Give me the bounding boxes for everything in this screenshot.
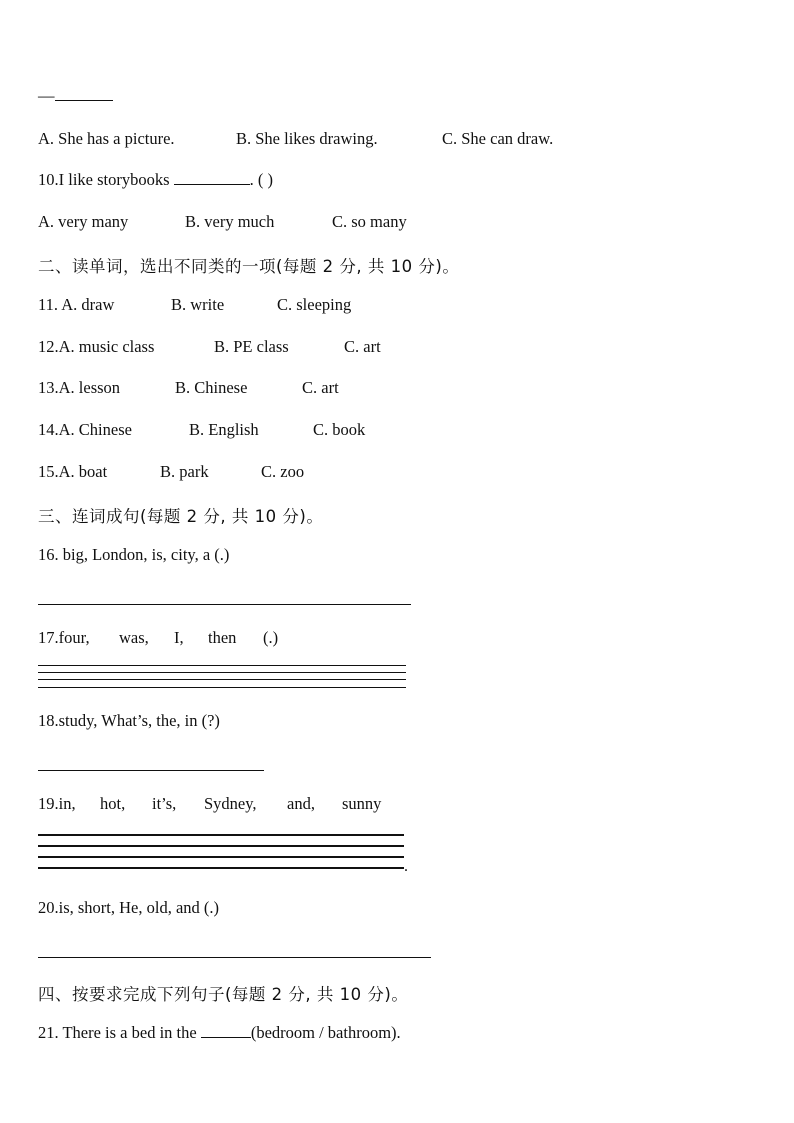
q13-option-a: 13.A. lesson — [38, 378, 121, 397]
q12-option-b: B. PE class — [214, 337, 289, 356]
q9-options — [38, 129, 553, 149]
q19-answer-line[interactable] — [38, 845, 404, 847]
section-2-heading: 二、读单词，选出不同类的一项(每题 2 分, 共 10 分)。 — [38, 257, 460, 276]
q13-options — [38, 378, 339, 398]
q15-option-b: B. park — [160, 462, 209, 481]
q12-options — [38, 337, 381, 357]
q19-answer-line[interactable] — [38, 867, 404, 869]
q11-option-c: C. sleeping — [277, 295, 352, 314]
q14-options — [38, 420, 365, 440]
q20-answer-line[interactable] — [38, 957, 431, 958]
q17-answer-line[interactable] — [38, 679, 406, 680]
q10-stem — [38, 170, 273, 190]
section-3-heading: 三、连词成句(每题 2 分, 共 10 分)。 — [38, 507, 324, 526]
q10-option-b: B. very much — [185, 212, 275, 231]
q19-word: Sydney, — [204, 794, 257, 813]
q17-answer-line[interactable] — [38, 665, 406, 666]
q11-option-a: 11. A. draw — [38, 295, 115, 314]
q19-period: . — [404, 858, 408, 875]
q13-option-b: B. Chinese — [175, 378, 248, 397]
q19-word: hot, — [100, 794, 126, 813]
q12-option-c: C. art — [344, 337, 381, 356]
q21-sentence — [38, 1023, 401, 1043]
q19-words — [38, 794, 381, 814]
q11-options — [38, 295, 351, 315]
q9-option-b: B. She likes drawing. — [236, 129, 378, 148]
dash: — — [38, 86, 55, 105]
q15-option-a: 15.A. boat — [38, 462, 108, 481]
q9-option-c: C. She can draw. — [442, 129, 554, 148]
q14-option-a: 14.A. Chinese — [38, 420, 132, 439]
q10-option-c: C. so many — [332, 212, 407, 231]
q18-words: 18.study, What’s, the, in (?) — [38, 711, 220, 730]
q16-answer-line[interactable] — [38, 604, 411, 605]
section-4-heading: 四、按要求完成下列句子(每题 2 分, 共 10 分)。 — [38, 985, 409, 1004]
q19-answer-line[interactable] — [38, 856, 404, 858]
q17-answer-line[interactable] — [38, 672, 406, 673]
q14-option-b: B. English — [189, 420, 259, 439]
q11-option-b: B. write — [171, 295, 225, 314]
q16-words: 16. big, London, is, city, a (.) — [38, 545, 230, 564]
q17-word: (.) — [263, 628, 279, 647]
q14-option-c: C. book — [313, 420, 366, 439]
q21-text-after: (bedroom / bathroom). — [250, 1023, 401, 1042]
q9-option-a: A. She has a picture. — [38, 129, 175, 148]
q10-bracket: . ( ) — [249, 170, 274, 189]
q15-options — [38, 462, 304, 482]
q17-word: I, — [174, 628, 184, 647]
q10-stem-text: 10.I like storybooks — [38, 170, 170, 189]
q19-word: 19.in, — [38, 794, 76, 813]
answer-blank[interactable] — [201, 1023, 251, 1038]
q12-option-a: 12.A. music class — [38, 337, 155, 356]
q17-word: 17.four, — [38, 628, 90, 647]
q20-words: 20.is, short, He, old, and (.) — [38, 898, 220, 917]
answer-blank[interactable] — [174, 170, 250, 185]
q17-word: then — [208, 628, 237, 647]
q19-word: sunny — [342, 794, 382, 813]
q15-option-c: C. zoo — [261, 462, 305, 481]
q19-word: and, — [287, 794, 315, 813]
q10-option-a: A. very many — [38, 212, 129, 231]
q19-word: it’s, — [152, 794, 177, 813]
q17-words — [38, 628, 278, 648]
q9-answer-line — [38, 86, 113, 106]
q18-answer-line[interactable] — [38, 770, 264, 771]
answer-blank[interactable] — [55, 86, 113, 101]
q19-answer-line[interactable] — [38, 834, 404, 836]
q21-text-before: 21. There is a bed in the — [38, 1023, 197, 1042]
q17-word: was, — [119, 628, 149, 647]
q17-answer-line[interactable] — [38, 687, 406, 688]
q13-option-c: C. art — [302, 378, 339, 397]
q10-options — [38, 212, 407, 232]
